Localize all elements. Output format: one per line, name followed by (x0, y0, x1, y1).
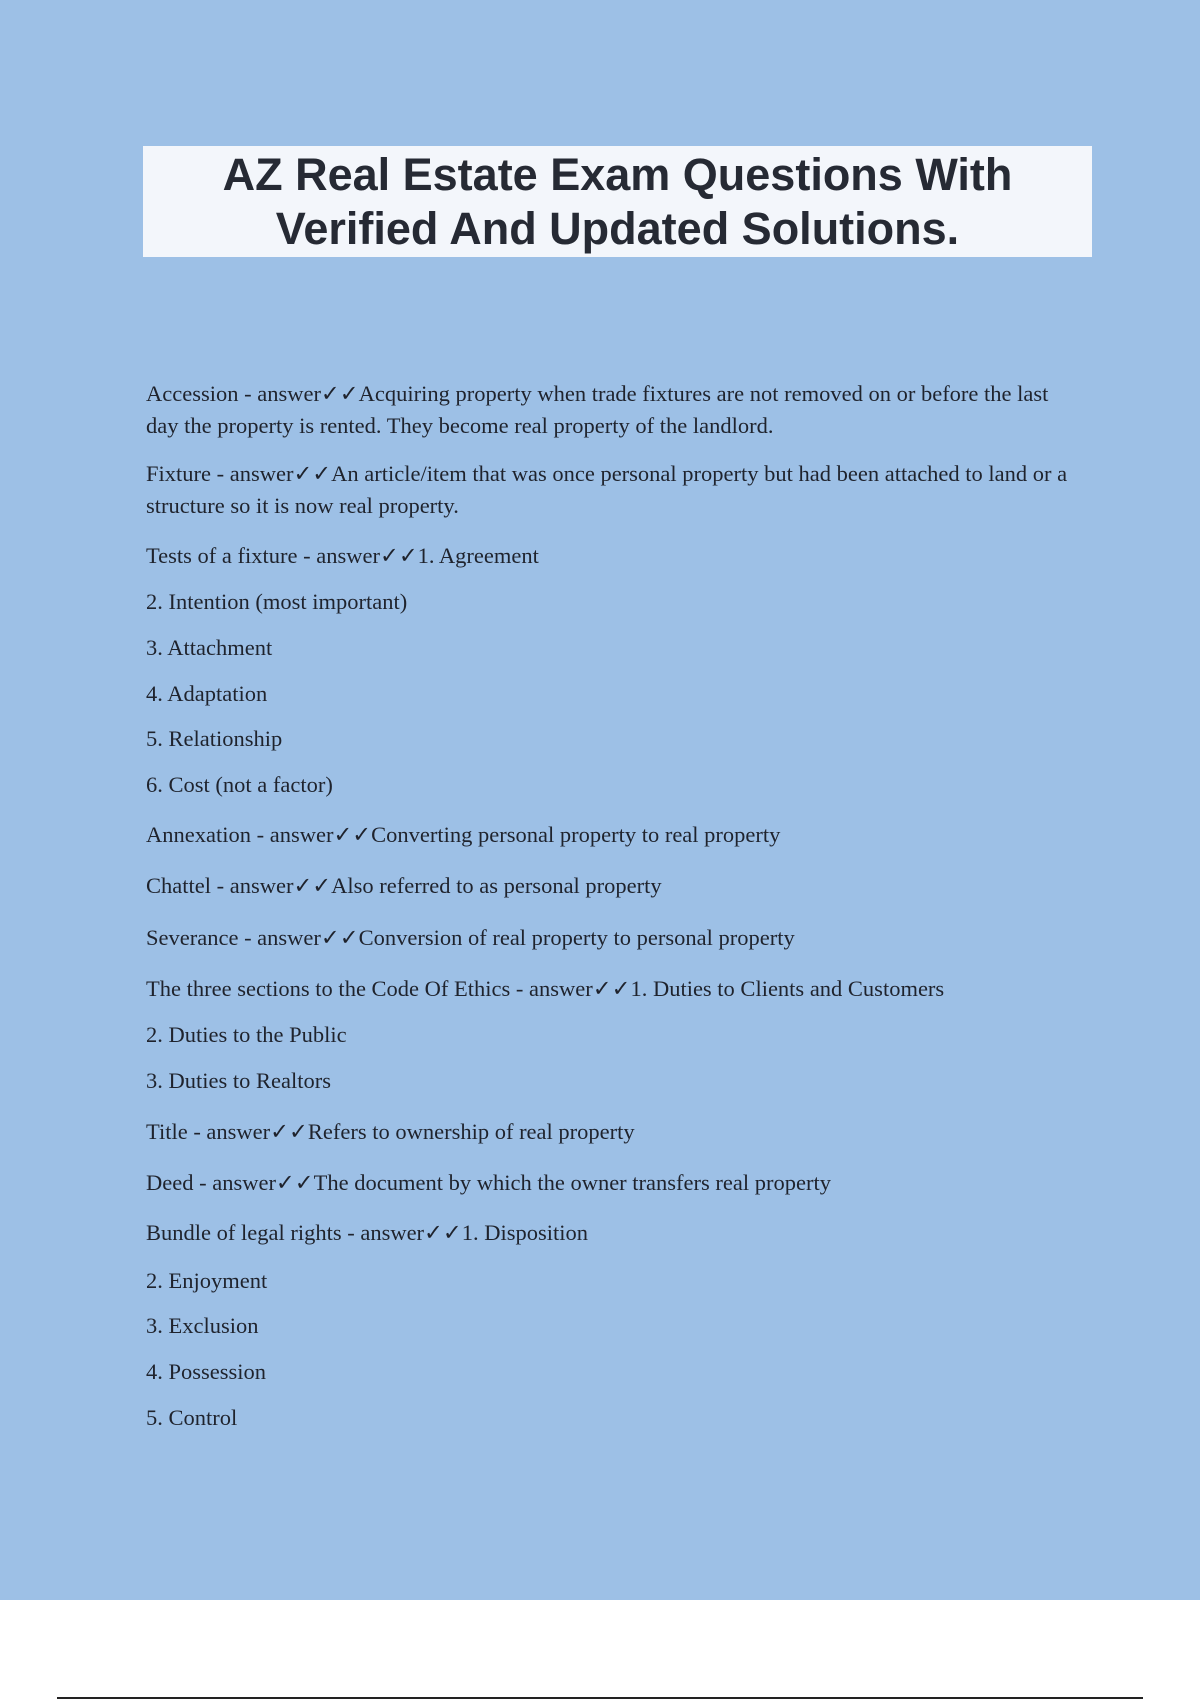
title-box (143, 146, 1092, 257)
entry-annexation: Annexation - answer✓✓Converting personal property to real property (146, 822, 781, 847)
entry-chattel: Chattel - answer✓✓Also referred to as personal property (146, 873, 662, 898)
entry-list-item: 2. Enjoyment (146, 1268, 268, 1293)
footer-divider (57, 1697, 1143, 1699)
entry-list-item: 4. Adaptation (146, 681, 268, 706)
entry-list-item: 6. Cost (not a factor) (146, 772, 333, 797)
title-line-1: AZ Real Estate Exam Questions With (222, 148, 1013, 200)
entry-severance: Severance - answer✓✓Conversion of real property to personal property (146, 925, 795, 950)
entry-accession: Accession - answer✓✓Acquiring property when trade fixtures are not removed on or before the last day the property is rented. They become real property of the landlord. (146, 381, 1049, 438)
entry-list-item: 2. Intention (most important) (146, 589, 408, 614)
title-line-2: Verified And Updated Solutions. (275, 202, 960, 254)
entry-fixture: Fixture - answer✓✓An article/item that was once personal property but had been attached to land or a structure so it is now real property. (146, 461, 1068, 518)
entry-title: Title - answer✓✓Refers to ownership of real property (146, 1119, 635, 1144)
entry-list-item: 3. Exclusion (146, 1313, 259, 1338)
entry-list-item: 3. Duties to Realtors (146, 1068, 331, 1093)
entries-list (146, 378, 1086, 1434)
entry-deed: Deed - answer✓✓The document by which the owner transfers real property (146, 1170, 831, 1195)
document-title (223, 148, 1013, 256)
entry-tests-of-fixture: Tests of a fixture - answer✓✓1. Agreement (146, 543, 539, 568)
entry-list-item: 2. Duties to the Public (146, 1022, 347, 1047)
entry-bundle-of-rights: Bundle of legal rights - answer✓✓1. Disposition (146, 1220, 589, 1245)
entry-code-of-ethics: The three sections to the Code Of Ethics - answer✓✓1. Duties to Clients and Customers (146, 976, 945, 1001)
entry-list-item: 3. Attachment (146, 635, 273, 660)
entry-list-item: 4. Possession (146, 1359, 267, 1384)
entry-list-item: 5. Control (146, 1405, 238, 1430)
entry-list-item: 5. Relationship (146, 726, 283, 751)
